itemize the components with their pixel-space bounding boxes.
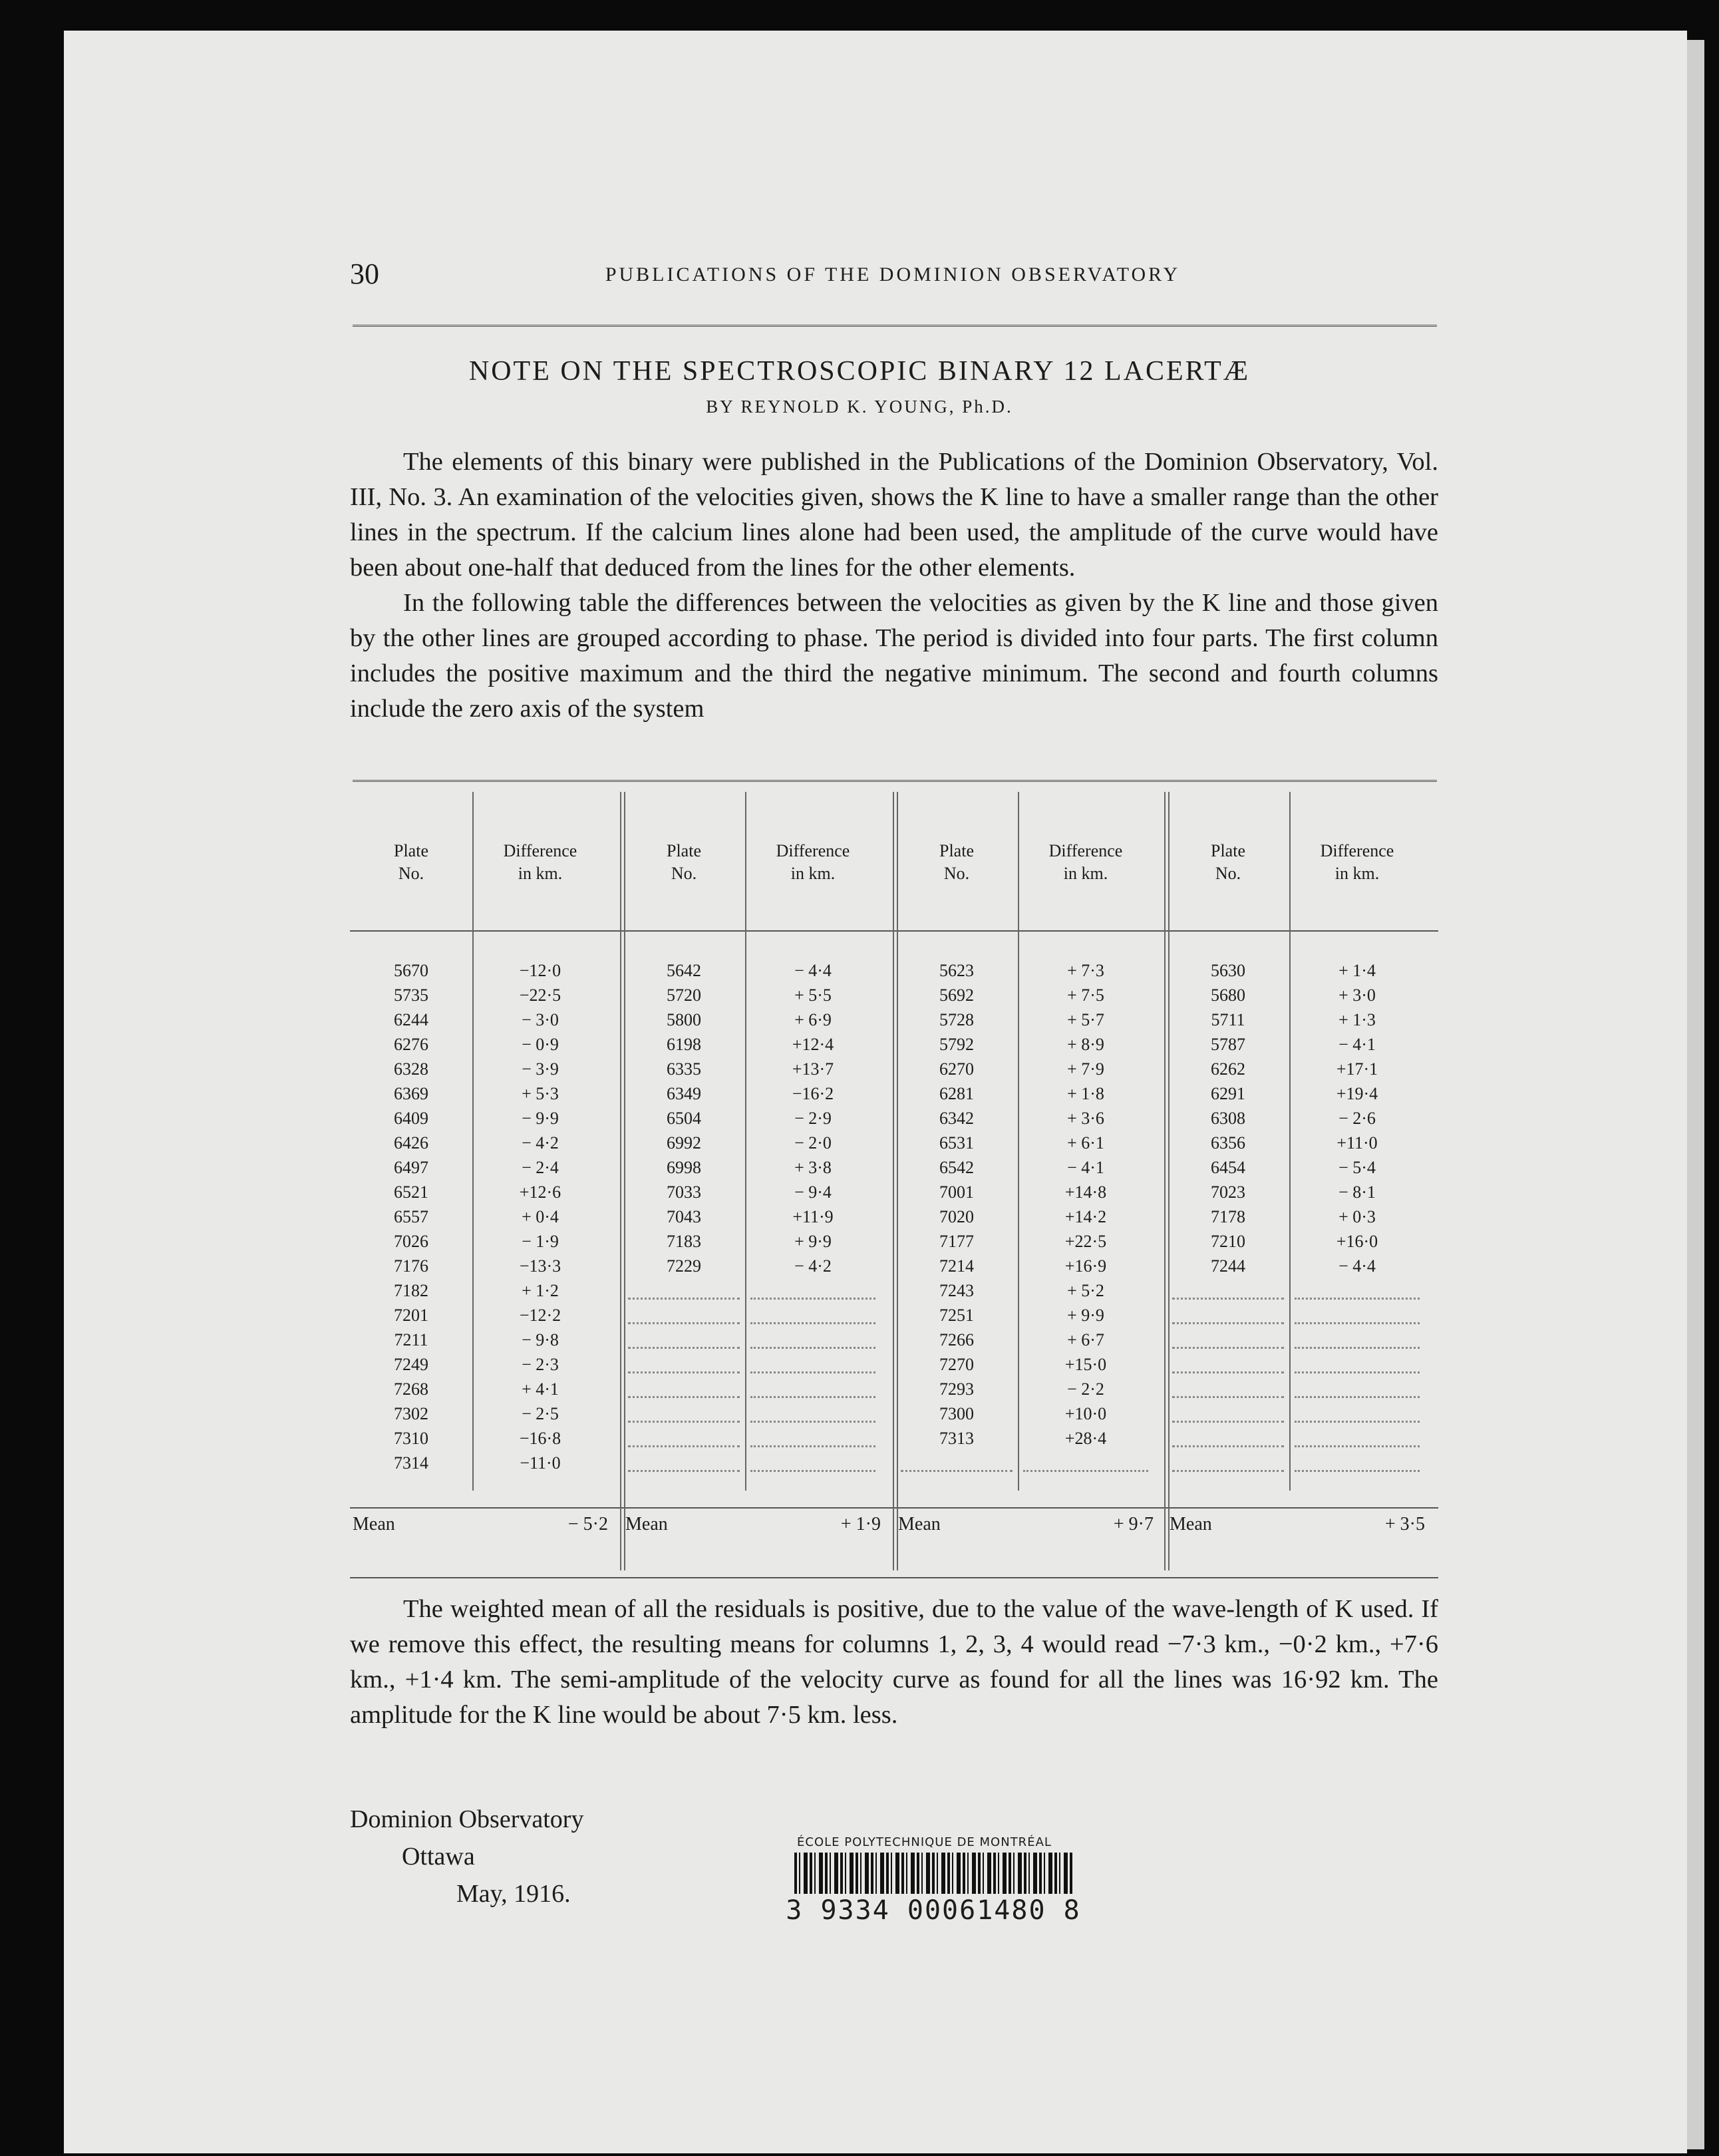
- plate-number: 7020: [939, 1207, 974, 1226]
- plate-number: 7244: [1211, 1256, 1245, 1276]
- plate-number: 6542: [939, 1158, 974, 1177]
- plate-number: 6531: [939, 1133, 974, 1153]
- intro-text: [350, 445, 1438, 727]
- plate-header-line: No.: [943, 864, 970, 883]
- dotted-filler: [750, 1445, 875, 1472]
- plate-number: 6270: [939, 1059, 974, 1079]
- dotted-filler: [901, 1445, 1013, 1472]
- difference-value: +28·4: [1064, 1429, 1107, 1448]
- difference-header-line: Difference: [1320, 841, 1394, 860]
- difference-value: +16·0: [1336, 1232, 1378, 1251]
- difference-value: − 4·4: [794, 961, 832, 980]
- plate-number: 6342: [939, 1109, 974, 1128]
- dotted-filler: [1295, 1273, 1420, 1300]
- intro-paragraph-2: In the following table the differences between the velocities as given by the K line and those given by the other lines are grouped according to phase. The period is divided into four parts. The first column includes the positive maximum and the third the negative minimum. The second and fourth columns include the zero axis of the system: [350, 589, 1438, 723]
- difference-value: + 3·6: [1067, 1109, 1104, 1128]
- difference-value: +19·4: [1336, 1084, 1378, 1103]
- plate-number: 5735: [394, 986, 428, 1005]
- plate-number: 5711: [1211, 1010, 1245, 1029]
- difference-value: + 3·8: [794, 1158, 832, 1177]
- closing-line-2: Ottawa: [402, 1843, 475, 1871]
- group-divider: [620, 792, 621, 1570]
- difference-value: − 2·0: [794, 1133, 832, 1153]
- difference-value: + 4·1: [522, 1379, 559, 1399]
- difference-value: − 8·1: [1338, 1182, 1376, 1202]
- difference-value: + 6·9: [794, 1010, 832, 1029]
- closing-line-3: May, 1916.: [456, 1880, 571, 1908]
- difference-value: − 2·9: [794, 1109, 832, 1128]
- difference-value: +22·5: [1064, 1232, 1107, 1251]
- plate-number: 7293: [939, 1379, 974, 1399]
- dotted-filler: [1172, 1298, 1284, 1324]
- plate-number: 7183: [667, 1232, 701, 1251]
- dotted-filler: [628, 1371, 740, 1398]
- difference-value: +14·8: [1064, 1182, 1107, 1202]
- plate-number: 6992: [667, 1133, 701, 1153]
- difference-value: + 9·9: [794, 1232, 832, 1251]
- dotted-filler: [628, 1322, 740, 1349]
- plate-number: 7210: [1211, 1232, 1245, 1251]
- plate-number: 7182: [394, 1281, 428, 1300]
- difference-header: [745, 840, 881, 885]
- mean-label: Mean: [625, 1514, 668, 1534]
- plate-number: 7026: [394, 1232, 428, 1251]
- dotted-filler: [628, 1396, 740, 1423]
- difference-value: − 2·4: [522, 1158, 559, 1177]
- plate-header-line: Plate: [939, 841, 974, 860]
- library-barcode: [784, 1835, 1083, 1926]
- plate-header-line: Plate: [1211, 841, 1245, 860]
- difference-value: − 4·1: [1067, 1158, 1104, 1177]
- plate-number: 7229: [667, 1256, 701, 1276]
- plate-number: 6369: [394, 1084, 428, 1103]
- difference-value: + 8·9: [1067, 1035, 1104, 1054]
- plate-number: 7310: [394, 1429, 428, 1448]
- dotted-filler: [750, 1347, 875, 1373]
- mean-label: Mean: [1170, 1514, 1212, 1534]
- plate-number: 6198: [667, 1035, 701, 1054]
- plate-number: 6454: [1211, 1158, 1245, 1177]
- plate-number: 5692: [939, 986, 974, 1005]
- difference-value: +11·9: [792, 1207, 834, 1226]
- difference-value: −12·0: [519, 961, 561, 980]
- article-byline: BY REYNOLD K. YOUNG, Ph.D.: [706, 397, 1013, 417]
- barcode-number: 3 9334 00061480 8: [786, 1895, 1081, 1926]
- barcode-bars: [794, 1853, 1072, 1894]
- difference-value: + 7·5: [1067, 986, 1104, 1005]
- dotted-filler: [750, 1322, 875, 1349]
- difference-value: −22·5: [519, 986, 561, 1005]
- plate-number: 7302: [394, 1404, 428, 1423]
- dotted-filler: [1172, 1273, 1284, 1300]
- plate-number: 6276: [394, 1035, 428, 1054]
- plate-number: 6349: [667, 1084, 701, 1103]
- difference-value: −16·8: [519, 1429, 561, 1448]
- mean-value: + 3·5: [1384, 1514, 1425, 1534]
- plate-number: 7300: [939, 1404, 974, 1423]
- difference-value: + 1·3: [1338, 1010, 1376, 1029]
- difference-value: +10·0: [1064, 1404, 1107, 1423]
- difference-header-line: Difference: [1048, 841, 1123, 860]
- difference-value: − 9·9: [522, 1109, 559, 1128]
- group-divider: [1164, 792, 1166, 1570]
- dotted-filler: [1172, 1322, 1284, 1349]
- plate-number: 7313: [939, 1429, 974, 1448]
- plate-number: 7177: [939, 1232, 974, 1251]
- difference-value: + 1·4: [1338, 961, 1376, 980]
- plate-header-line: No.: [1215, 864, 1241, 883]
- difference-value: −16·2: [792, 1084, 834, 1103]
- dotted-filler: [750, 1273, 875, 1300]
- dotted-filler: [628, 1298, 740, 1324]
- difference-value: − 2·3: [522, 1355, 559, 1374]
- dotted-filler: [1295, 1396, 1420, 1423]
- plate-number: 5800: [667, 1010, 701, 1029]
- dotted-filler: [1295, 1445, 1420, 1472]
- difference-value: + 5·2: [1067, 1281, 1104, 1300]
- plate-number: 7266: [939, 1330, 974, 1349]
- dotted-filler: [628, 1273, 740, 1300]
- dotted-filler: [750, 1396, 875, 1423]
- plate-header-line: No.: [671, 864, 697, 883]
- plate-header: [623, 840, 745, 885]
- plate-number: 6504: [667, 1109, 701, 1128]
- page-number: 30: [350, 258, 379, 290]
- plate-number: 5642: [667, 961, 701, 980]
- difference-value: −13·3: [519, 1256, 561, 1276]
- difference-value: − 3·9: [522, 1059, 559, 1079]
- difference-value: −12·2: [519, 1306, 561, 1325]
- difference-value: − 1·9: [522, 1232, 559, 1251]
- difference-header-line: in km.: [790, 864, 836, 883]
- plate-number: 6244: [394, 1010, 428, 1029]
- difference-value: + 5·5: [794, 986, 832, 1005]
- article-title: NOTE ON THE SPECTROSCOPIC BINARY 12 LACERTÆ: [468, 356, 1251, 387]
- dotted-filler: [1023, 1445, 1148, 1472]
- difference-value: +12·6: [519, 1182, 561, 1202]
- table-top-rule: [353, 780, 1437, 782]
- difference-value: − 4·2: [522, 1133, 559, 1153]
- dotted-filler: [1172, 1371, 1284, 1398]
- difference-value: + 7·9: [1067, 1059, 1104, 1079]
- table-mean-rule: [350, 1507, 1438, 1509]
- dotted-filler: [1172, 1445, 1284, 1472]
- difference-value: + 0·3: [1338, 1207, 1376, 1226]
- plate-number: 6426: [394, 1133, 428, 1153]
- plate-number: 7270: [939, 1355, 974, 1374]
- running-title: PUBLICATIONS OF THE DOMINION OBSERVATORY: [605, 264, 1181, 285]
- mean-label: Mean: [353, 1514, 395, 1534]
- dotted-filler: [1295, 1421, 1420, 1447]
- plate-number: 6308: [1211, 1109, 1245, 1128]
- dotted-filler: [1172, 1421, 1284, 1447]
- plate-number: 7023: [1211, 1182, 1245, 1202]
- plate-header: [1167, 840, 1289, 885]
- table-header-rule: [350, 930, 1438, 932]
- dotted-filler: [750, 1421, 875, 1447]
- difference-value: − 2·6: [1338, 1109, 1376, 1128]
- plate-number: 7176: [394, 1256, 428, 1276]
- mean-value: + 9·7: [1113, 1514, 1154, 1534]
- difference-header: [472, 840, 608, 885]
- difference-value: − 4·4: [1338, 1256, 1376, 1276]
- difference-value: + 6·7: [1067, 1330, 1104, 1349]
- difference-value: +14·2: [1064, 1207, 1107, 1226]
- plate-number: 5787: [1211, 1035, 1245, 1054]
- difference-value: − 2·2: [1067, 1379, 1104, 1399]
- difference-value: + 5·7: [1067, 1010, 1104, 1029]
- header-rule: [353, 325, 1437, 327]
- dotted-filler: [1295, 1371, 1420, 1398]
- mean-value: + 1·9: [840, 1514, 881, 1534]
- plate-header: [895, 840, 1018, 885]
- difference-value: +17·1: [1336, 1059, 1378, 1079]
- difference-value: − 9·4: [794, 1182, 832, 1202]
- plate-number: 6998: [667, 1158, 701, 1177]
- plate-number: 7251: [939, 1306, 974, 1325]
- dotted-filler: [628, 1421, 740, 1447]
- difference-value: + 1·2: [522, 1281, 559, 1300]
- dotted-filler: [1295, 1347, 1420, 1373]
- difference-header-line: Difference: [503, 841, 577, 860]
- difference-value: +15·0: [1064, 1355, 1107, 1374]
- plate-number: 6356: [1211, 1133, 1245, 1153]
- plate-number: 6281: [939, 1084, 974, 1103]
- dotted-filler: [628, 1445, 740, 1472]
- plate-number: 7214: [939, 1256, 974, 1276]
- difference-header-line: Difference: [776, 841, 850, 860]
- difference-value: − 9·8: [522, 1330, 559, 1349]
- plate-number: 7249: [394, 1355, 428, 1374]
- plate-number: 7201: [394, 1306, 428, 1325]
- group-divider: [893, 792, 894, 1570]
- plate-number: 6335: [667, 1059, 701, 1079]
- conclusion-paragraph: The weighted mean of all the residuals is positive, due to the value of the wave-length of K used. If we remove this effect, the resulting means for columns 1, 2, 3, 4 would read −7·3 km., −0·2 km., +7·6 km., +1·4 km. The semi-amplitude of the velocity curve as found for all the lines was 16·92 km. The amplitude for the K line would be about 7·5 km. less.: [350, 1595, 1438, 1729]
- difference-value: +13·7: [792, 1059, 834, 1079]
- plate-number: 6497: [394, 1158, 428, 1177]
- plate-number: 7001: [939, 1182, 974, 1202]
- plate-number: 5670: [394, 961, 428, 980]
- dotted-filler: [1295, 1298, 1420, 1324]
- difference-header: [1018, 840, 1154, 885]
- plate-number: 6409: [394, 1109, 428, 1128]
- mean-value: − 5·2: [567, 1514, 608, 1534]
- dotted-filler: [750, 1371, 875, 1398]
- intro-paragraph-1: The elements of this binary were published in the Publications of the Dominion Observatory, Vol. III, No. 3. An examination of the velocities given, shows the K line to have a smaller range than the other lines in the spectrum. If the calcium lines alone had been used, the amplitude of the curve would have been about one-half that deduced from the lines for the other elements.: [350, 448, 1438, 582]
- plate-number: 6328: [394, 1059, 428, 1079]
- plate-number: 6262: [1211, 1059, 1245, 1079]
- difference-value: + 6·1: [1067, 1133, 1104, 1153]
- difference-value: +11·0: [1336, 1133, 1378, 1153]
- table-bottom-rule: [350, 1577, 1438, 1578]
- difference-value: − 0·9: [522, 1035, 559, 1054]
- barcode-institution: ÉCOLE POLYTECHNIQUE DE MONTRÉAL: [797, 1835, 1052, 1849]
- plate-number: 5680: [1211, 986, 1245, 1005]
- plate-header: [350, 840, 472, 885]
- difference-value: + 0·4: [522, 1207, 559, 1226]
- mean-label: Mean: [898, 1514, 941, 1534]
- difference-value: + 1·8: [1067, 1084, 1104, 1103]
- dotted-filler: [1172, 1396, 1284, 1423]
- plate-number: 7033: [667, 1182, 701, 1202]
- plate-header-line: Plate: [667, 841, 701, 860]
- plate-number: 7043: [667, 1207, 701, 1226]
- difference-value: + 5·3: [522, 1084, 559, 1103]
- plate-number: 5792: [939, 1035, 974, 1054]
- difference-header: [1289, 840, 1425, 885]
- plate-number: 7243: [939, 1281, 974, 1300]
- difference-value: − 4·2: [794, 1256, 832, 1276]
- difference-header-line: in km.: [1334, 864, 1380, 883]
- difference-value: + 7·3: [1067, 961, 1104, 980]
- plate-number: 5728: [939, 1010, 974, 1029]
- difference-value: +12·4: [792, 1035, 834, 1054]
- plate-number: 6291: [1211, 1084, 1245, 1103]
- difference-value: − 5·4: [1338, 1158, 1376, 1177]
- plate-number: 7314: [394, 1453, 428, 1473]
- plate-number: 5720: [667, 986, 701, 1005]
- conclusion-text: [350, 1592, 1438, 1733]
- plate-number: 7268: [394, 1379, 428, 1399]
- difference-value: − 2·5: [522, 1404, 559, 1423]
- dotted-filler: [1295, 1322, 1420, 1349]
- plate-header-line: No.: [398, 864, 424, 883]
- difference-value: − 4·1: [1338, 1035, 1376, 1054]
- plate-number: 7178: [1211, 1207, 1245, 1226]
- running-header: [350, 257, 1436, 297]
- plate-number: 7211: [394, 1330, 428, 1349]
- difference-header-line: in km.: [518, 864, 563, 883]
- plate-number: 6521: [394, 1182, 428, 1202]
- difference-header-line: in km.: [1063, 864, 1108, 883]
- plate-number: 5630: [1211, 961, 1245, 980]
- plate-number: 5623: [939, 961, 974, 980]
- difference-value: +16·9: [1064, 1256, 1107, 1276]
- difference-value: + 3·0: [1338, 986, 1376, 1005]
- dotted-filler: [628, 1347, 740, 1373]
- closing-line-1: Dominion Observatory: [350, 1805, 584, 1833]
- difference-value: −11·0: [520, 1453, 561, 1473]
- difference-value: − 3·0: [522, 1010, 559, 1029]
- plate-number: 6557: [394, 1207, 428, 1226]
- residuals-table: [350, 792, 1438, 1580]
- dotted-filler: [1172, 1347, 1284, 1373]
- plate-header-line: Plate: [394, 841, 428, 860]
- dotted-filler: [750, 1298, 875, 1324]
- difference-value: + 9·9: [1067, 1306, 1104, 1325]
